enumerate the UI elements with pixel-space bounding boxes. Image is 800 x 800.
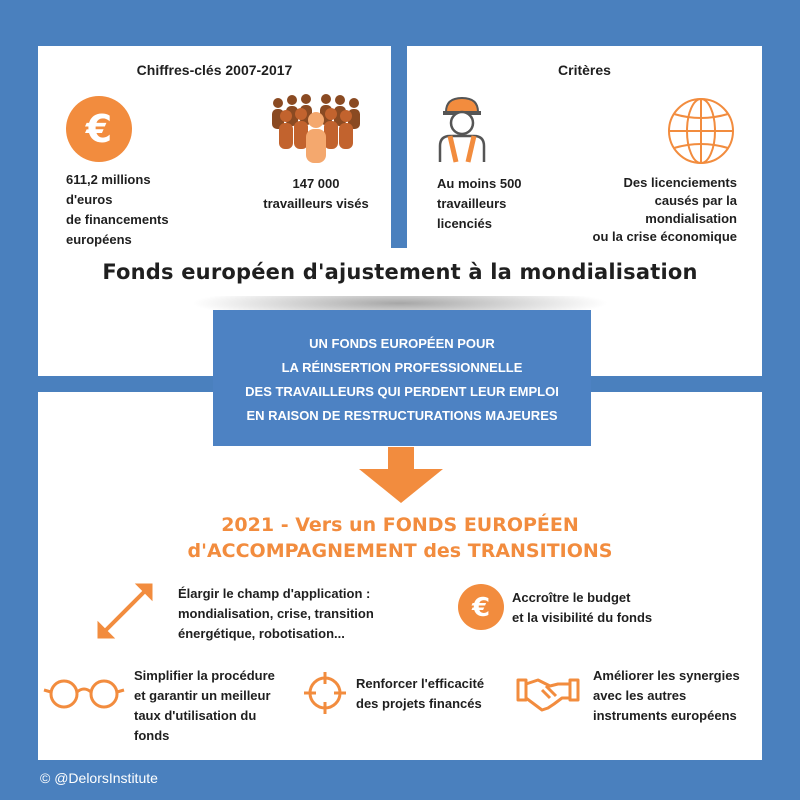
goal-synergies: Améliorer les synergies avec les autres instruments européens xyxy=(593,668,740,723)
svg-text:€: € xyxy=(85,107,113,151)
goal-simplify: Simplifier la procédure et garantir un meilleur taux d'utilisation du fonds xyxy=(134,668,275,743)
target-icon xyxy=(302,670,348,716)
expand-arrows-icon xyxy=(96,582,154,640)
euro-small-icon xyxy=(458,584,504,630)
transitions-headline: 2021 - Vers un FONDS EUROPÉEN d'ACCOMPAGNEMENT des TRANSITIONS xyxy=(187,514,613,562)
euro-icon xyxy=(66,96,132,162)
workers-figure: 147 000 travailleurs visés xyxy=(263,176,369,211)
goal-scope: Élargir le champ d'application : mondialisation, crise, transition énergétique, robotisation... xyxy=(178,586,374,641)
svg-text:€: € xyxy=(471,593,491,623)
funding-figure: 611,2 millions d'euros de financements européens xyxy=(66,172,169,247)
glasses-icon xyxy=(42,678,126,710)
globe-icon xyxy=(666,96,736,166)
causes-criterion: Des licenciements causés par la mondialisation ou la crise économique xyxy=(592,175,737,244)
goal-budget: Accroître le budget et la visibilité du fonds xyxy=(512,590,653,625)
worker-helmet-icon xyxy=(436,94,488,164)
fund-purpose-box xyxy=(213,310,591,446)
key-figures-title: Chiffres-clés 2007-2017 xyxy=(136,62,293,78)
fund-purpose-text: UN FONDS EUROPÉEN POUR LA RÉINSERTION PROFESSIONNELLE DES TRAVAILLEURS QUI PERDENT LEUR EMPLOI EN RAISON DE RESTRUCTURATIONS MAJEURES xyxy=(245,336,559,423)
goal-efficiency: Renforcer l'efficacité des projets financés xyxy=(356,676,485,711)
crowd-icon xyxy=(268,94,364,166)
copyright: © @DelorsInstitute xyxy=(40,770,158,786)
handshake-icon xyxy=(516,670,580,714)
criteria-title: Critères xyxy=(558,62,611,78)
min-workers-criterion: Au moins 500 travailleurs licenciés xyxy=(437,176,522,231)
page-title: Fonds européen d'ajustement à la mondialisation xyxy=(102,260,698,284)
down-arrow-icon xyxy=(359,447,443,505)
